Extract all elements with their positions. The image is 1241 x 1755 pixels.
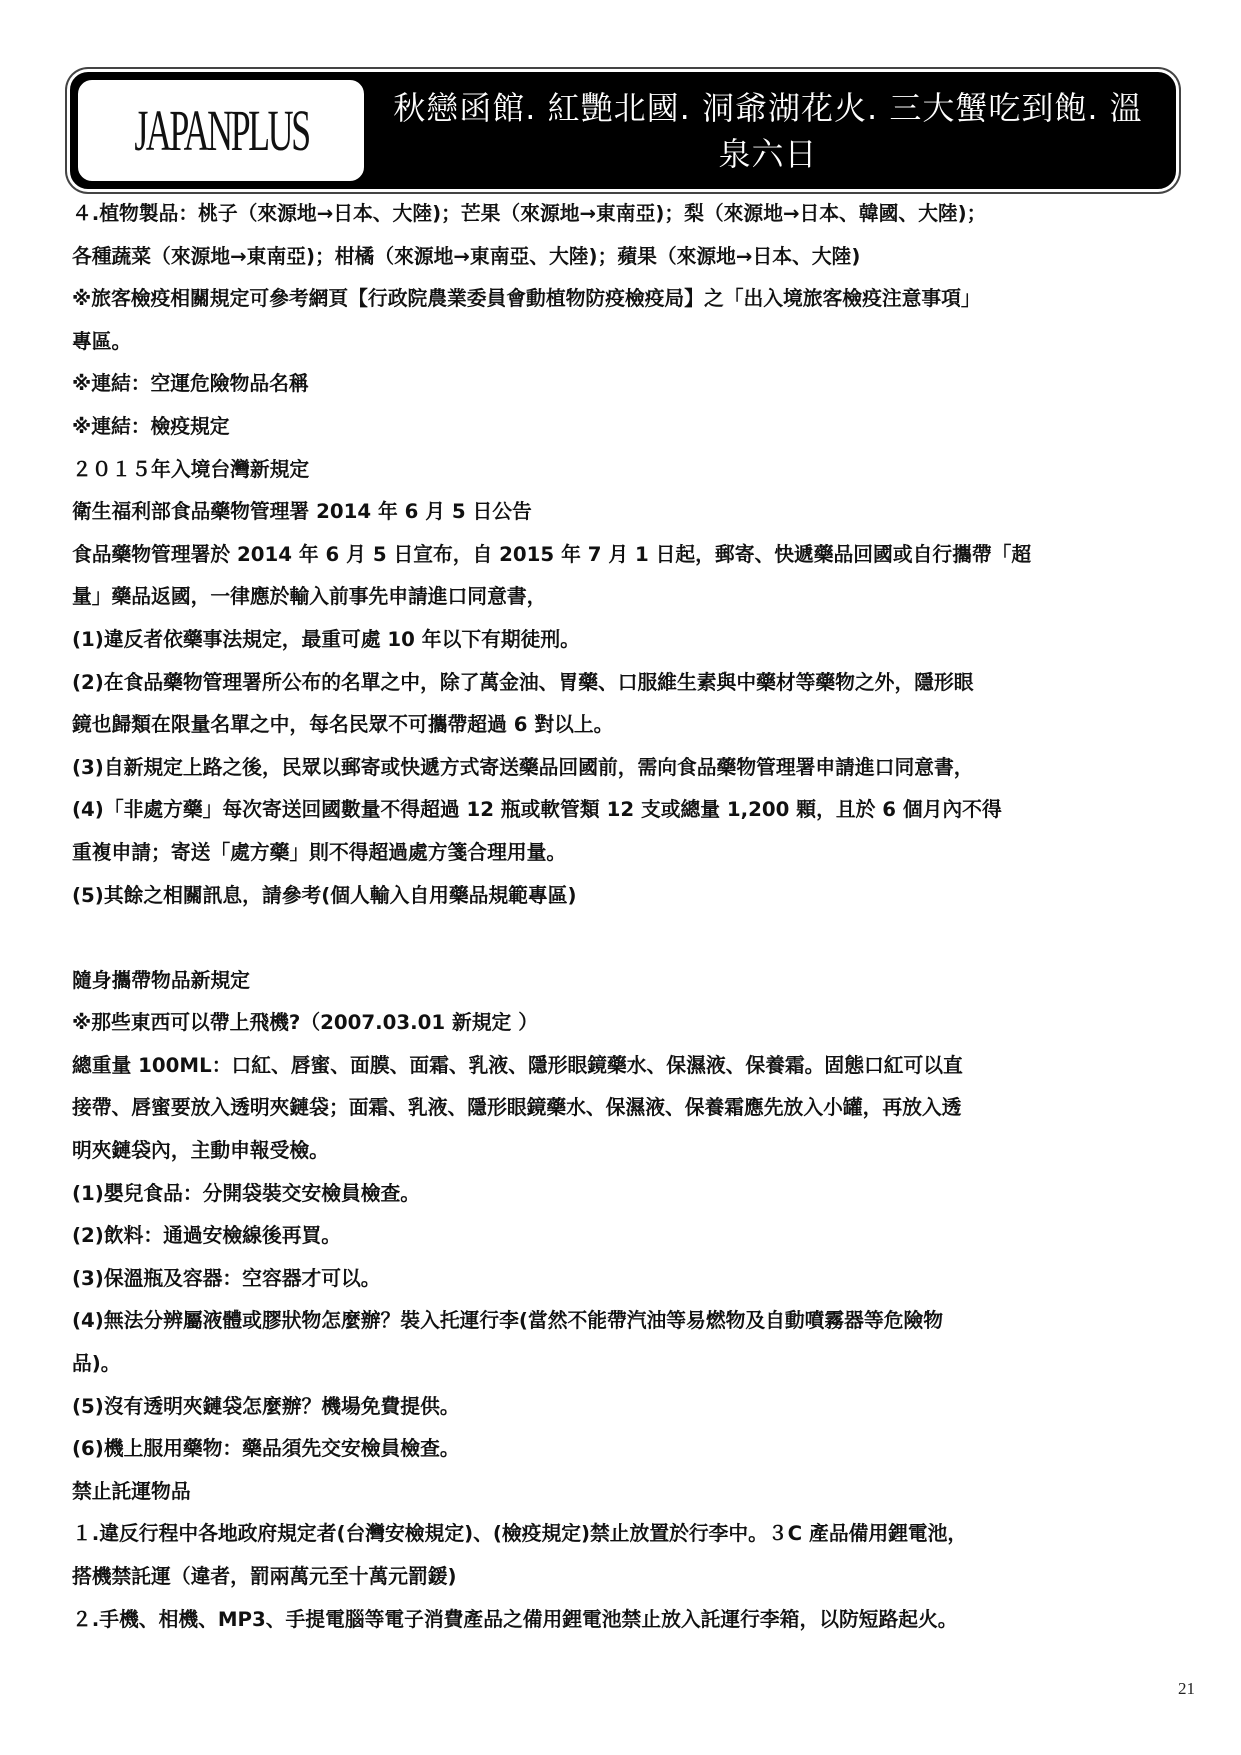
text-line [72,917,1202,960]
text-line: (6)機上服用藥物：藥品須先交安檢員檢查。 [72,1437,460,1461]
text-line: ２.手機、相機、MP3、手提電腦等電子消費產品之備用鋰電池禁止放入託運行李箱，以防短路起火。 [72,1607,958,1631]
text-line: 各種蔬菜（來源地→東南亞)；柑橘（來源地→東南亞、大陸)；蘋果（來源地→日本、大陸) [72,244,861,268]
text-line: (2)飲料：通過安檢線後再買。 [72,1224,342,1248]
text-line: (5)沒有透明夾鏈袋怎麼辦？機場免費提供。 [72,1394,460,1418]
text-line: (4)無法分辨屬液體或膠狀物怎麼辦？裝入托運行李(當然不能帶汽油等易燃物及自動噴霧器等危險物 [72,1309,944,1333]
text-line: (3)保溫瓶及容器：空容器才可以。 [72,1266,381,1290]
text-line: (1)嬰兒食品：分開袋裝交安檢員檢查。 [72,1181,421,1205]
document-body [72,193,1202,1641]
text-line: 量」藥品返國，一律應於輸入前事先申請進口同意書， [72,585,547,609]
text-line: (5)其餘之相關訊息，請參考(個人輸入自用藥品規範專區) [72,883,577,907]
text-line: 重複申請；寄送「處方藥」則不得超過處方箋合理用量。 [72,840,567,864]
page-number: 21 [1178,1679,1195,1698]
text-line: (3)自新規定上路之後，民眾以郵寄或快遞方式寄送藥品回國前，需向食品藥物管理署申請進口同意書， [72,755,974,779]
text-line: (1)違反者依藥事法規定，最重可處 10 年以下有期徒刑。 [72,627,580,651]
text-line: (4)「非處方藥」每次寄送回國數量不得超過 12 瓶或軟管類 12 支或總量 1,200 顆，且於 6 個月內不得 [72,798,1002,822]
text-line: 品)。 [72,1352,121,1376]
text-line: 鏡也歸類在限量名單之中，每名民眾不可攜帶超過 6 對以上。 [72,713,614,737]
text-line: ４.植物製品：桃子（來源地→日本、大陸)；芒果（來源地→東南亞)；梨（來源地→日本、韓國、大陸)； [72,202,987,225]
text-line: ※那些東西可以帶上飛機?（2007.03.01 新規定 ） [72,1011,538,1035]
tour-title-line-1: 秋戀函館. 紅艷北國. 洞爺湖花火. 三大蟹吃到飽. 溫 [393,88,1143,127]
tour-title [370,72,1166,189]
text-line: ※旅客檢疫相關規定可參考網頁【行政院農業委員會動植物防疫檢疫局】之「出入境旅客檢疫注意事項」 [72,287,981,311]
text-line: (2)在食品藥物管理署所公布的名單之中，除了萬金油、胃藥、口服維生素與中藥材等藥物之外，隱形眼 [72,670,974,694]
text-line: 食品藥物管理署於 2014 年 6 月 5 日宣布，自 2015 年 7 月 1 日起，郵寄、快遞藥品回國或自行攜帶「超 [72,542,1032,566]
text-line: ※連結：空運危險物品名稱 [72,372,309,396]
logo-text: JAPANPLUS [133,98,309,163]
text-line: 專區。 [72,329,132,353]
text-line: 總重量 100ML：口紅、唇蜜、面膜、面霜、乳液、隱形眼鏡藥水、保濕液、保養霜。固態口紅可以直 [72,1053,963,1077]
tour-title-line-2: 泉六日 [718,134,818,173]
text-line: 禁止託運物品 [72,1479,191,1503]
text-line: ※連結：檢疫規定 [72,414,230,438]
text-line: 衛生福利部食品藥物管理署 2014 年 6 月 5 日公告 [72,500,532,524]
text-line: 接帶、唇蜜要放入透明夾鏈袋；面霜、乳液、隱形眼鏡藥水、保濕液、保養霜應先放入小罐，再放入透 [72,1096,962,1120]
page-header [70,72,1176,189]
text-line: ２０１５年入境台灣新規定 [72,457,310,481]
text-line: 搭機禁託運（違者，罰兩萬元至十萬元罰鍰) [72,1565,457,1588]
text-line: 隨身攜帶物品新規定 [72,968,250,992]
logo-box [76,78,366,183]
text-line: 明夾鏈袋內，主動申報受檢。 [72,1139,329,1163]
text-line: １.違反行程中各地政府規定者(台灣安檢規定)、(檢疫規定)禁止放置於行李中。３C 產品備用鋰電池， [72,1522,968,1546]
